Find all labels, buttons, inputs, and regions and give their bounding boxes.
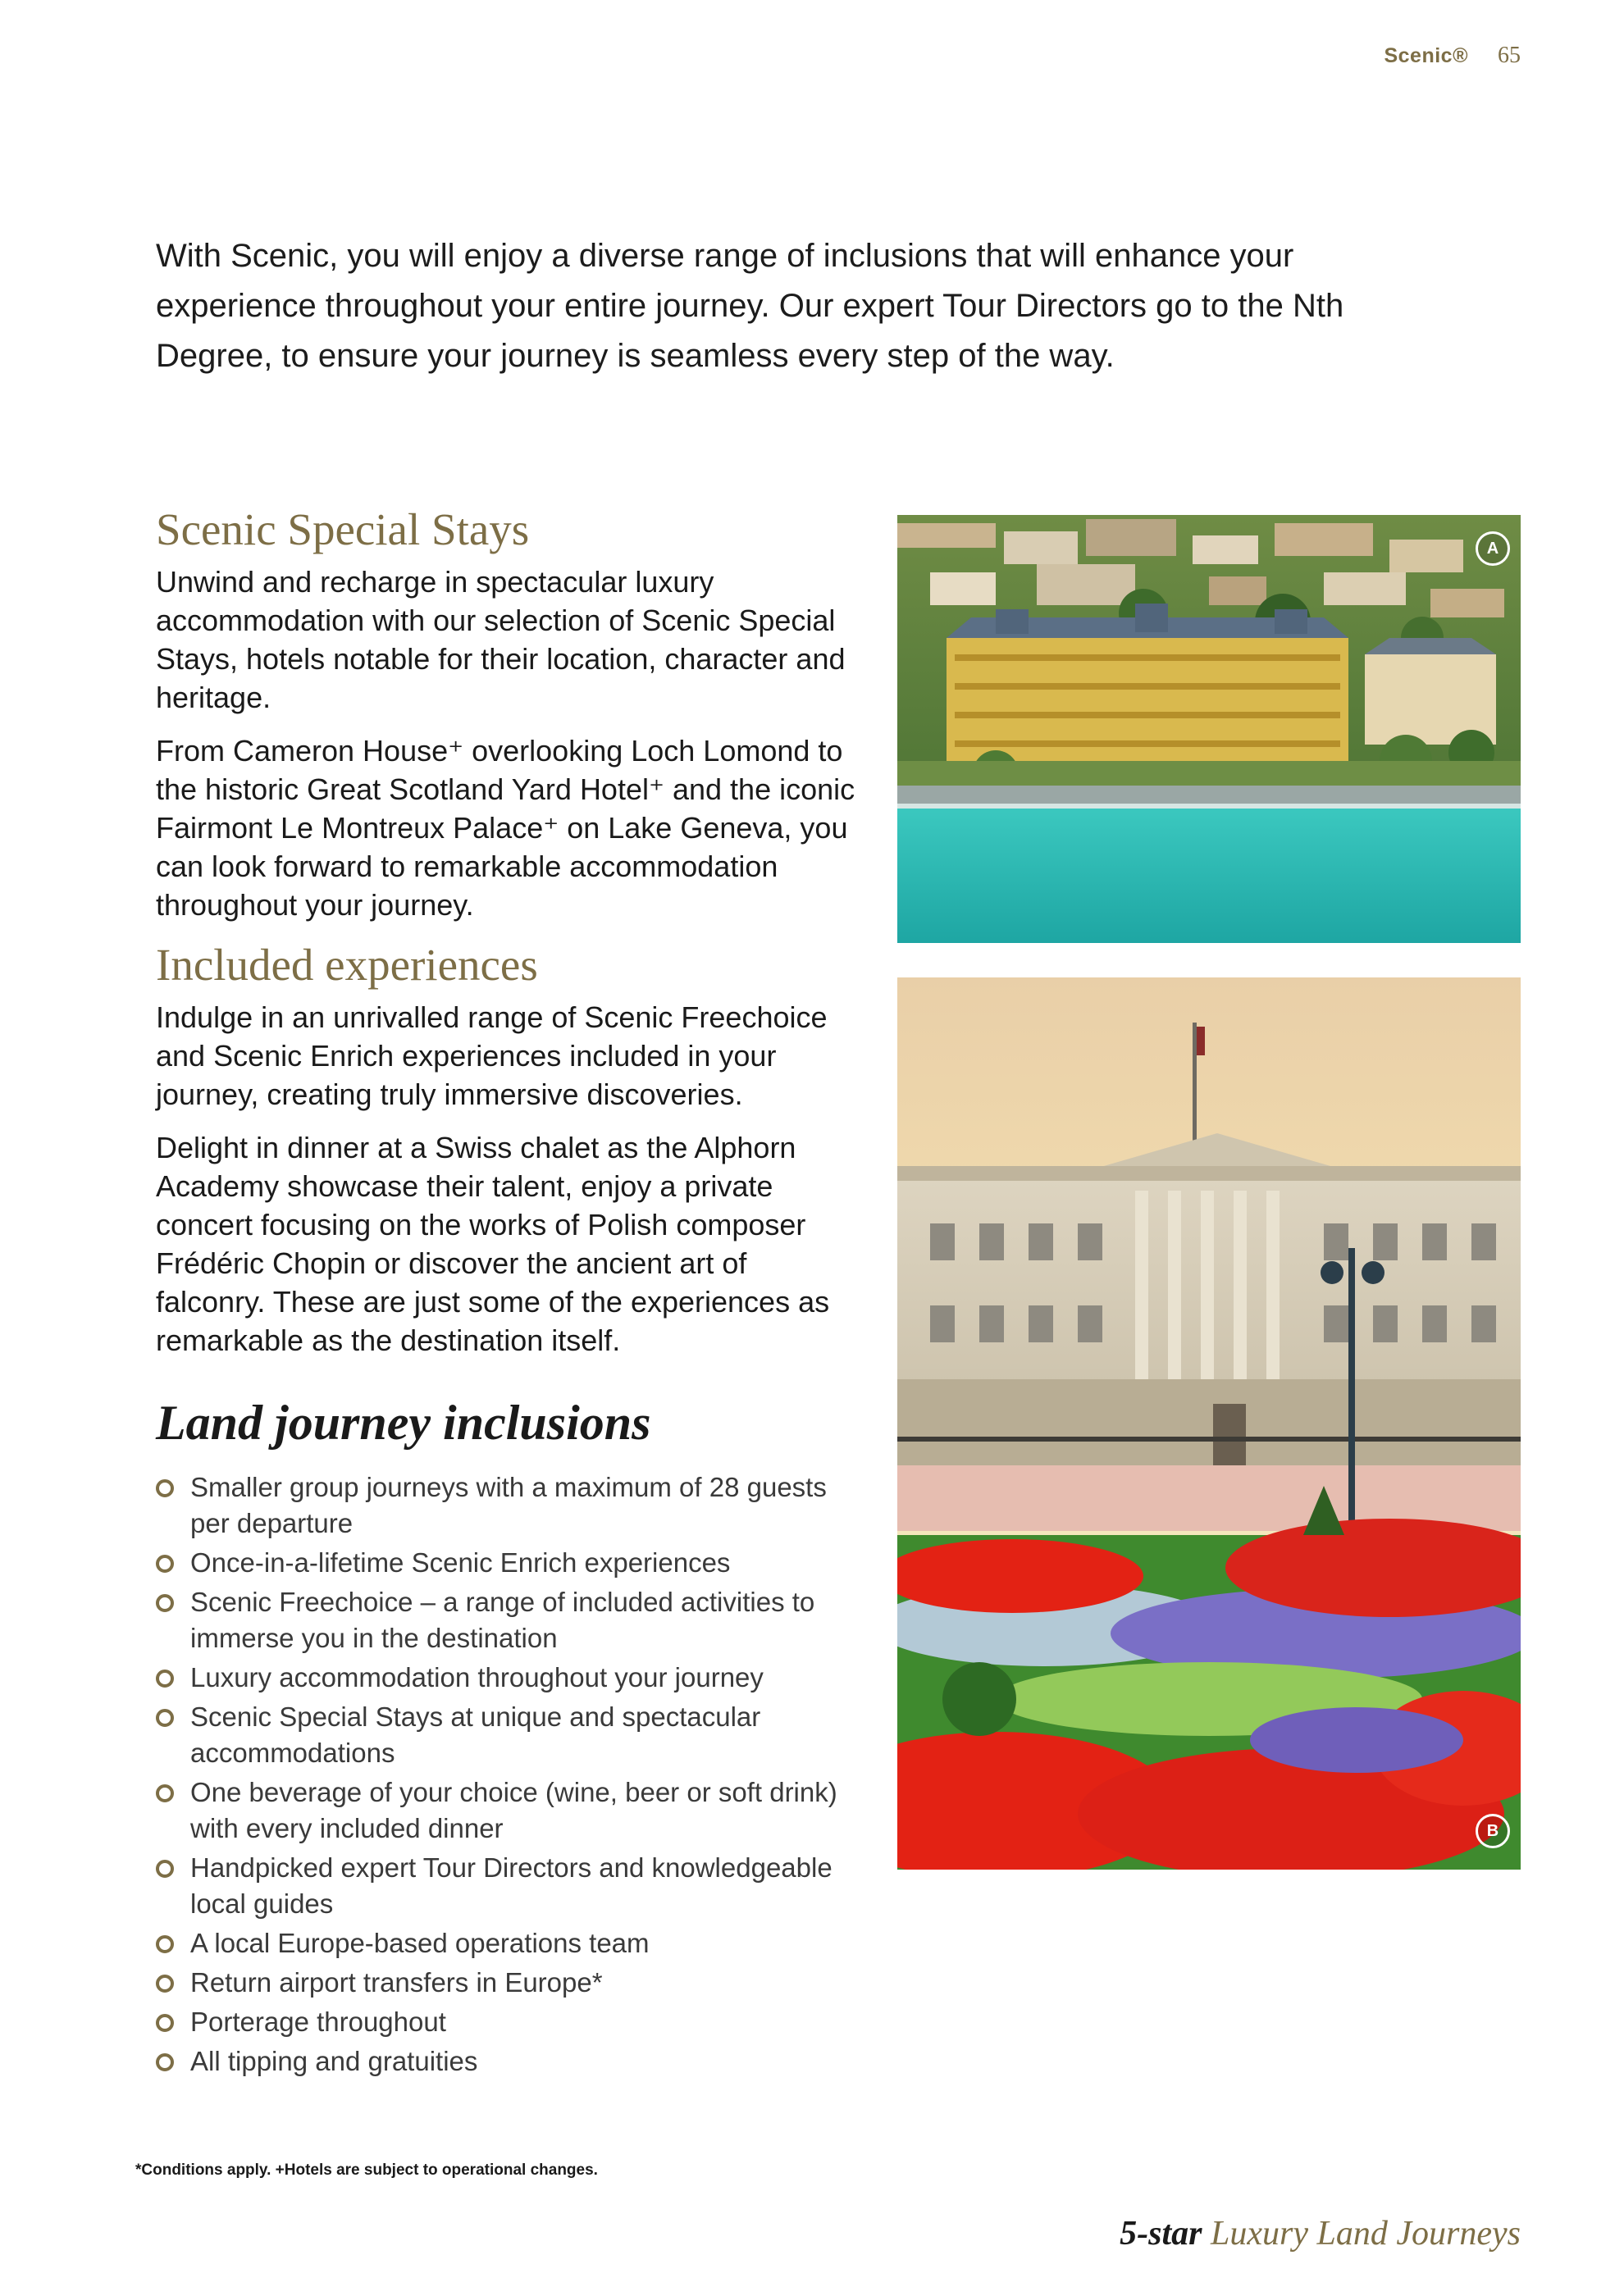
special-stays-para-2: From Cameron House⁺ overlooking Loch Lomond to the historic Great Scotland Yard Hotel⁺ and the iconic Fairmont Le Montreux Palace⁺ on Lake Geneva, you can look forward to remarkable accommodation throughout your journey. [156, 734, 855, 922]
list-item-text: Once-in-a-lifetime Scenic Enrich experiences [190, 1547, 731, 1578]
list-item [156, 1584, 861, 1656]
photo-a-badge: A [1476, 531, 1510, 566]
list-item [156, 1850, 861, 1922]
bullet-icon [156, 1709, 174, 1727]
list-item [156, 1774, 861, 1847]
photo-montreux-palace [897, 515, 1521, 943]
experiences-para-1: Indulge in an unrivalled range of Scenic Freechoice and Scenic Enrich experiences included in your journey, creating truly immersive discoveries. [156, 1000, 828, 1111]
bullet-icon [156, 1479, 174, 1497]
special-stays-heading: Scenic Special Stays [156, 504, 530, 554]
bullet-icon [156, 2053, 174, 2071]
bullet-icon [156, 1555, 174, 1573]
photo-b-badge: B [1476, 1814, 1510, 1848]
list-item [156, 1965, 861, 2001]
bullet-icon [156, 1594, 174, 1612]
bullet-icon [156, 1784, 174, 1802]
experiences-heading: Included experiences [156, 940, 538, 990]
buckingham-illustration [897, 977, 1521, 1870]
special-stays-para-1: Unwind and recharge in spectacular luxury accommodation with our selection of Scenic Special Stays, hotels notable for their location, character and heritage. [156, 565, 846, 714]
bullet-icon [156, 1860, 174, 1878]
list-item-text: All tipping and gratuities [190, 2046, 478, 2076]
intro-text [156, 231, 1386, 381]
list-item-text: Luxury accommodation throughout your journey [190, 1662, 764, 1692]
footnote: *Conditions apply. +Hotels are subject to operational changes. [135, 2162, 598, 2179]
list-item [156, 1469, 861, 1542]
tagline-luxury: Luxury Land Journeys [1202, 2215, 1521, 2253]
list-item-text: Smaller group journeys with a maximum of 28 guests per departure [190, 1472, 827, 1538]
page-header [1384, 43, 1521, 69]
list-item-text: One beverage of your choice (wine, beer or soft drink) with every included dinner [190, 1777, 837, 1843]
list-item-text: Scenic Freechoice – a range of included activities to immerse you in the destination [190, 1587, 815, 1653]
intro-paragraph: With Scenic, you will enjoy a diverse range of inclusions that will enhance your experience throughout your entire journey. Our expert Tour Directors go to the Nth Degree, to ensure your journey is seamless every step of the way. [156, 238, 1344, 374]
list-item [156, 2043, 861, 2080]
bullet-icon [156, 2014, 174, 2032]
list-item [156, 1660, 861, 1696]
brand-name: Scenic® [1384, 44, 1468, 67]
list-item [156, 1699, 861, 1771]
photo-buckingham-palace [897, 977, 1521, 1870]
page-number: 65 [1498, 43, 1521, 68]
bullet-icon [156, 1975, 174, 1993]
bullet-icon [156, 1935, 174, 1953]
inclusions-list [156, 1469, 861, 2080]
list-item [156, 1545, 861, 1581]
bullet-icon [156, 1670, 174, 1688]
list-item-text: Return airport transfers in Europe* [190, 1967, 603, 1998]
experiences-para-2: Delight in dinner at a Swiss chalet as the Alphorn Academy showcase their talent, enjoy a private concert focusing on the works of Polish composer Frédéric Chopin or discover the ancient art of falconry. These are just some of the experiences as remarkable as the destination itself. [156, 1131, 830, 1357]
inclusions-heading: Land journey inclusions [156, 1396, 651, 1450]
montreux-illustration [897, 515, 1521, 943]
list-item-text: Handpicked expert Tour Directors and knowledgeable local guides [190, 1852, 833, 1919]
list-item-text: Porterage throughout [190, 2007, 446, 2037]
list-item-text: Scenic Special Stays at unique and spectacular accommodations [190, 1702, 761, 1768]
list-item [156, 1925, 861, 1961]
tagline [1120, 2214, 1521, 2253]
tagline-5-star: 5-star [1120, 2215, 1202, 2253]
list-item [156, 2004, 861, 2040]
list-item-text: A local Europe-based operations team [190, 1928, 650, 1958]
main-column [156, 503, 861, 2083]
